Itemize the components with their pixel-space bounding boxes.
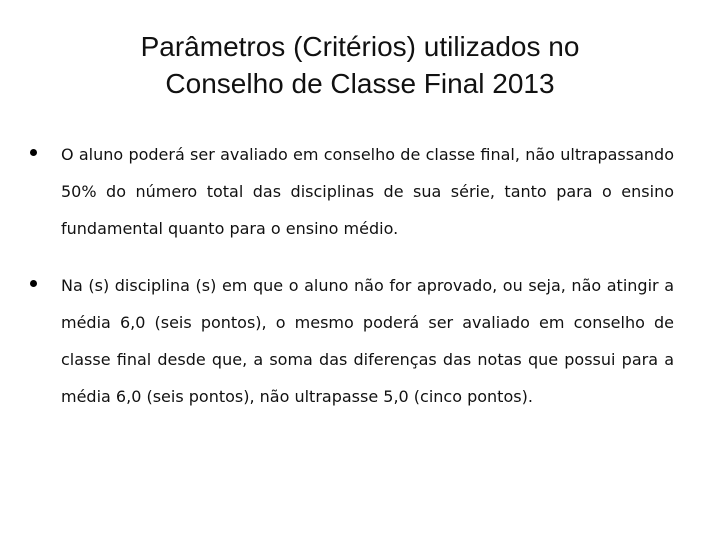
bullet-item [28,267,674,415]
slide-title-line-2: Conselho de Classe Final 2013 [165,68,555,99]
bullet-text: Na (s) disciplina (s) em que o aluno não for aprovado, ou seja, não atingir a média 6,0 (seis pontos), o mesmo poderá ser avaliado em conselho de classe final desde que, a soma das diferenças das notas que possui para a média 6,0 (seis pontos), não ultrapasse 5,0 (cinco pontos). [61,276,674,406]
bullet-item [28,136,674,247]
bullet-text: O aluno poderá ser avaliado em conselho de classe final, não ultrapassando 50% do número total das disciplinas de sua série, tanto para o ensino fundamental quanto para o ensino médio. [61,145,674,238]
bullet-list [28,136,674,435]
slide-title-line-1: Parâmetros (Critérios) utilizados no [140,31,580,62]
bullet-dot-icon [30,149,37,156]
bullet-dot-icon [30,280,37,287]
slide-title [60,28,660,102]
